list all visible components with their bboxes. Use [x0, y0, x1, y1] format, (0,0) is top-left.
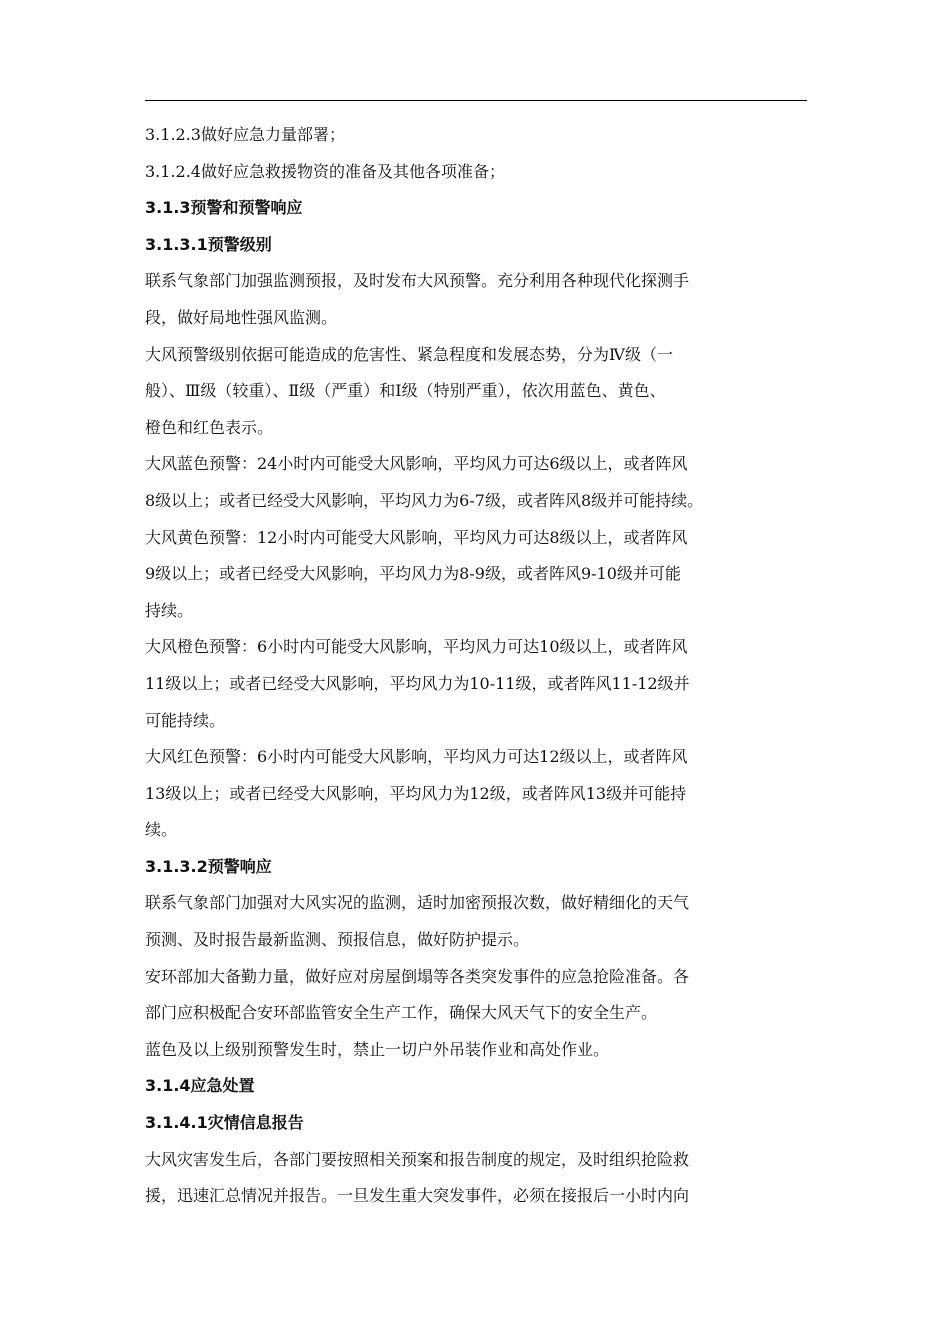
header-rule: [145, 100, 807, 101]
text-line: 8级以上；或者已经受大风影响，平均风力为6-7级，或者阵风8级并可能持续。: [145, 490, 704, 510]
text-line: 部门应积极配合安环部监管安全生产工作，确保大风天气下的安全生产。: [145, 1003, 658, 1023]
text-line: 13级以上；或者已经受大风影响，平均风力为12级，或者阵风13级并可能持: [145, 783, 687, 803]
text-line: 联系气象部门加强监测预报，及时发布大风预警。充分利用各种现代化探测手: [145, 271, 690, 291]
text-line: 援，迅速汇总情况并报告。一旦发生重大突发事件，必须在接报后一小时内向: [145, 1186, 690, 1206]
text-line: 持续。: [145, 600, 194, 620]
text-line: 3.1.2.4做好应急救援物资的准备及其他各项准备；: [145, 161, 505, 181]
text-line: 般）、Ⅲ级（较重）、Ⅱ级（严重）和Ⅰ级（特别严重），依次用蓝色、黄色、: [145, 381, 666, 401]
document-body: [145, 117, 817, 1215]
section-heading: 3.1.3预警和预警响应: [145, 198, 303, 218]
text-line: 大风橙色预警：6小时内可能受大风影响，平均风力可达10级以上，或者阵风: [145, 637, 688, 657]
text-line: 可能持续。: [145, 710, 226, 730]
text-line: 预测、及时报告最新监测、预报信息，做好防护提示。: [145, 930, 530, 950]
section-heading: 3.1.3.1预警级别: [145, 234, 272, 254]
text-line: 11级以上；或者已经受大风影响，平均风力为10-11级，或者阵风11-12级并: [145, 673, 690, 693]
text-line: 蓝色及以上级别预警发生时，禁止一切户外吊装作业和高处作业。: [145, 1039, 610, 1059]
text-line: 橙色和红色表示。: [145, 417, 274, 437]
section-heading: 3.1.3.2预警响应: [145, 856, 272, 876]
text-line: 3.1.2.3做好应急力量部署；: [145, 125, 345, 144]
text-line: 大风灾害发生后，各部门要按照相关预案和报告制度的规定，及时组织抢险救: [145, 1149, 690, 1169]
text-line: 大风预警级别依据可能造成的危害性、紧急程度和发展态势，分为Ⅳ级（一: [145, 344, 673, 364]
text-line: 大风黄色预警：12小时内可能受大风影响，平均风力可达8级以上，或者阵风: [145, 527, 688, 547]
text-line: 段，做好局地性强风监测。: [145, 307, 338, 327]
section-heading: 3.1.4应急处置: [145, 1076, 255, 1096]
section-heading: 3.1.4.1灾情信息报告: [145, 1113, 304, 1133]
text-line: 安环部加大备勤力量，做好应对房屋倒塌等各类突发事件的应急抢险准备。各: [145, 966, 690, 986]
text-line: 大风红色预警：6小时内可能受大风影响，平均风力可达12级以上，或者阵风: [145, 747, 688, 767]
text-line: 续。: [145, 820, 178, 840]
text-line: 大风蓝色预警：24小时内可能受大风影响，平均风力可达6级以上，或者阵风: [145, 454, 688, 474]
text-line: 联系气象部门加强对大风实况的监测，适时加密预报次数，做好精细化的天气: [145, 893, 690, 913]
text-line: 9级以上；或者已经受大风影响，平均风力为8-9级，或者阵风9-10级并可能: [145, 564, 681, 584]
